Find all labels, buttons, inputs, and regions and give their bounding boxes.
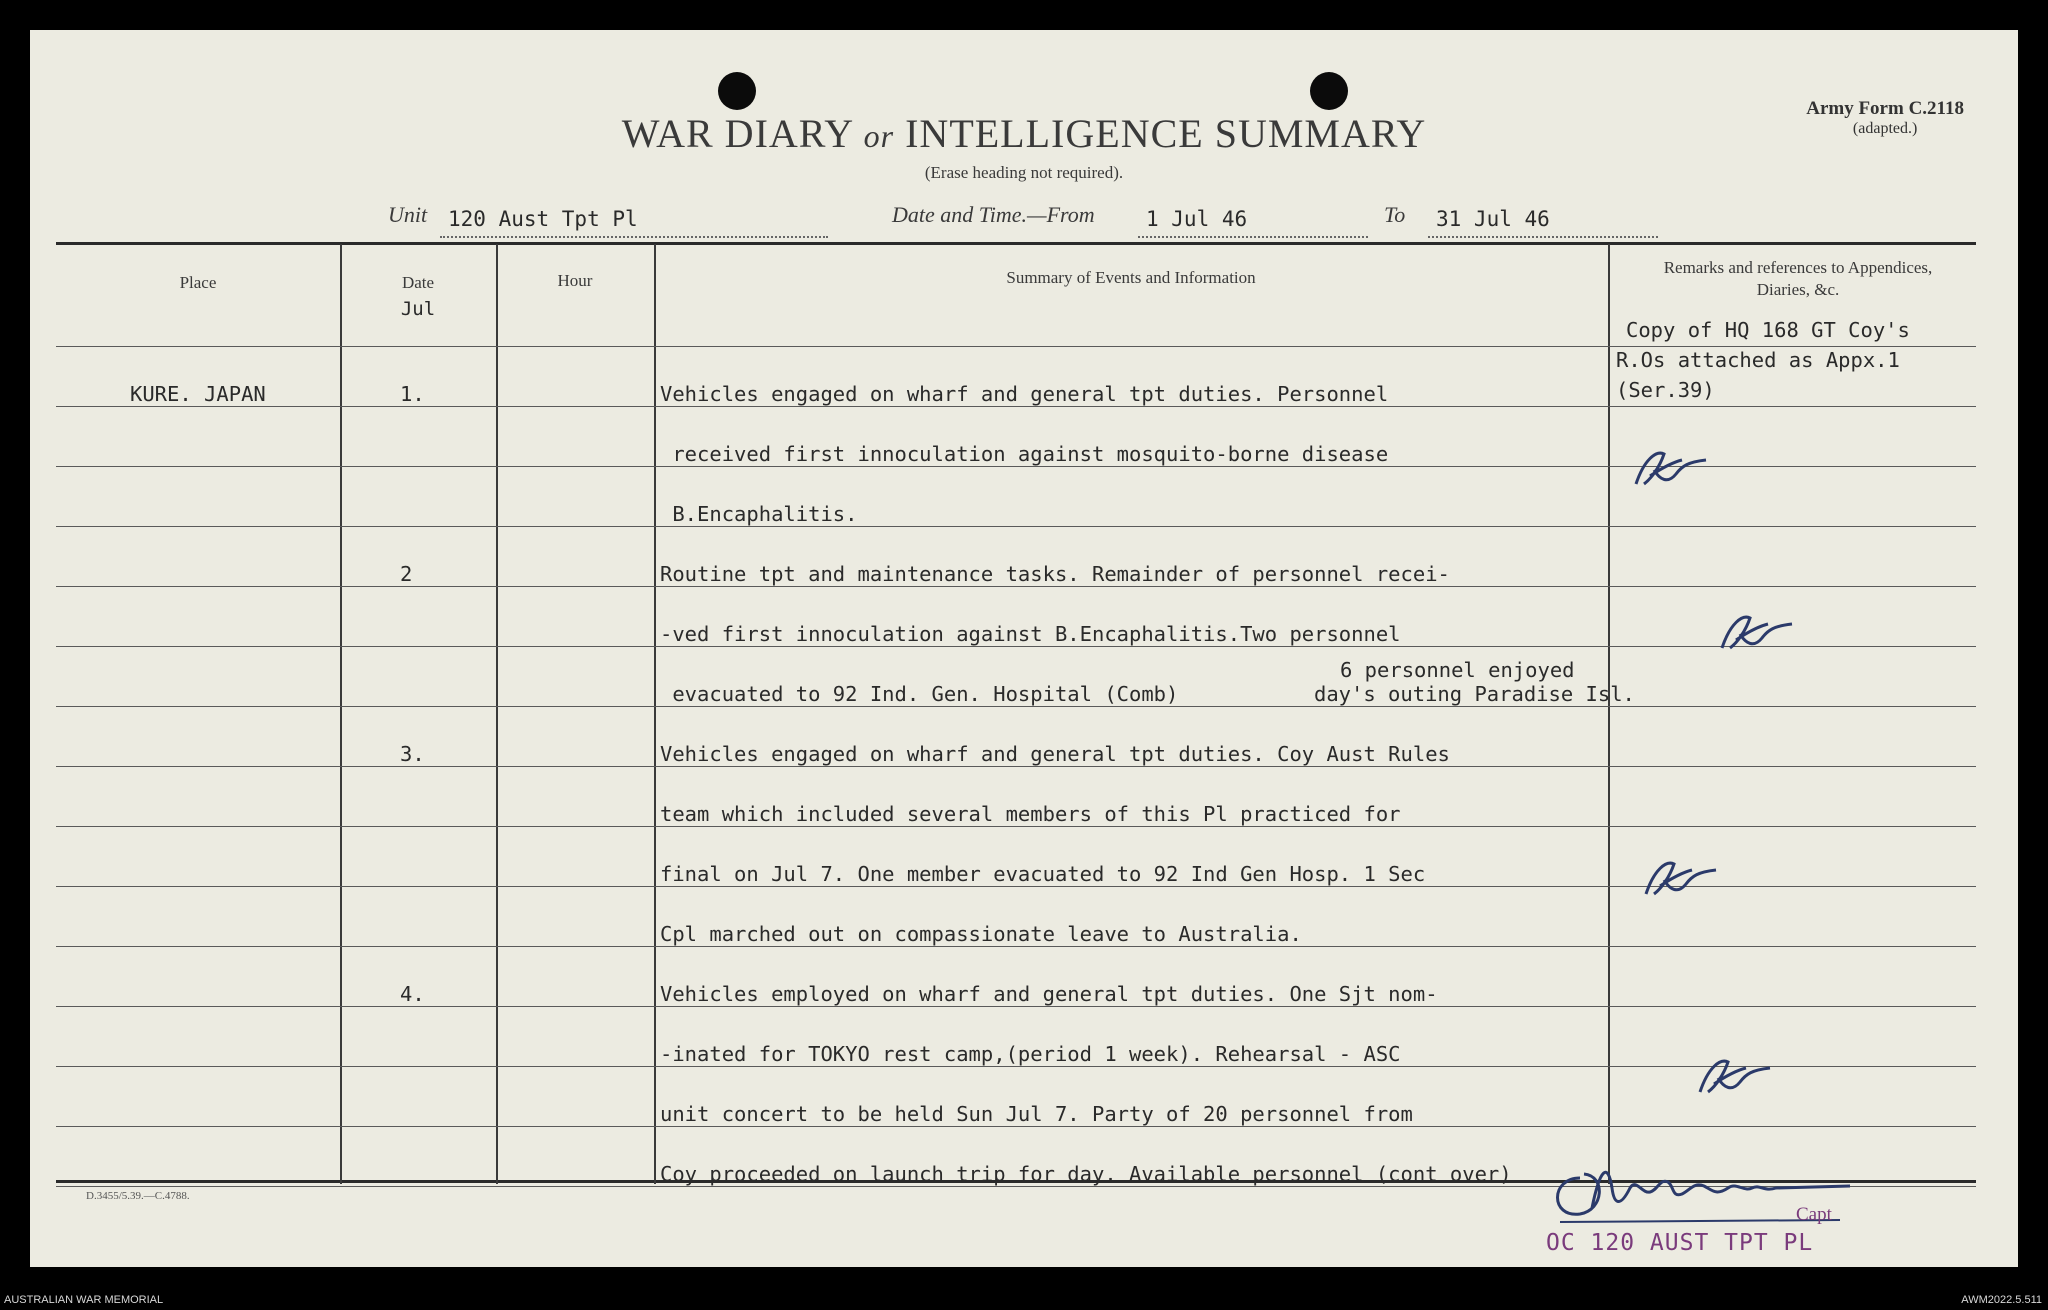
remark-line-1: Copy of HQ 168 GT Coy's — [1626, 318, 1910, 342]
date-to-field: 31 Jul 46 — [1428, 206, 1658, 238]
entry-text-line: Cpl marched out on compassionate leave to Australia. — [660, 922, 1302, 946]
oc-stamp: OC 120 AUST TPT PL — [1546, 1230, 1814, 1256]
punch-hole-right — [1310, 72, 1348, 110]
handwritten-initials — [1716, 604, 1796, 660]
footer-source: AUSTRALIAN WAR MEMORIAL — [4, 1294, 164, 1306]
ruled-line — [56, 526, 1976, 527]
entry-text-line: Coy proceeded on launch trip for day. Available personnel (cont over) — [660, 1162, 1512, 1186]
form-title: WAR DIARY or INTELLIGENCE SUMMARY — [621, 111, 1427, 156]
ruled-line — [56, 946, 1976, 947]
entry-date: 4. — [400, 982, 425, 1006]
ruled-line — [56, 586, 1976, 587]
column-header-month: Jul — [400, 298, 436, 320]
entry-date: 1. — [400, 382, 425, 406]
entry-text-line: -ved first innoculation against B.Encaphalitis.Two personnel — [660, 622, 1401, 646]
form-subtitle: (Erase heading not required). — [924, 163, 1124, 182]
entry-text-line: B.Encaphalitis. — [660, 502, 858, 526]
army-form-number: Army Form C.2118 (adapted.) — [1806, 98, 1964, 137]
entry-text-line: -inated for TOKYO rest camp,(period 1 week). Rehearsal - ASC — [660, 1042, 1401, 1066]
entry-text-line: unit concert to be held Sun Jul 7. Party of 20 personnel from — [660, 1102, 1413, 1126]
footer-accession: AWM2022.5.511 — [1961, 1294, 2042, 1306]
ruled-line — [56, 646, 1976, 647]
column-header-hour: Hour — [557, 271, 593, 290]
print-code: D.3455/5.39.—C.4788. — [86, 1190, 190, 1202]
ruled-line — [56, 346, 1976, 347]
date-to-label: To — [1384, 202, 1406, 227]
entry-text-line: Vehicles engaged on wharf and general tpt duties. Coy Aust Rules — [660, 742, 1450, 766]
entry-text-line: evacuated to 92 Ind. Gen. Hospital (Comb) — [660, 682, 1179, 706]
entry-text-line: received first innoculation against mosquito-borne disease — [660, 442, 1389, 466]
column-header-date: Date — [401, 273, 435, 292]
entry-place: KURE. JAPAN — [130, 382, 266, 406]
diary-page — [30, 30, 2018, 1267]
entry-text-line: team which included several members of this Pl practiced for — [660, 802, 1401, 826]
entry-date: 3. — [400, 742, 425, 766]
unit-field: 120 Aust Tpt Pl — [440, 206, 828, 238]
table-top-rule — [56, 242, 1976, 245]
date-from-field: 1 Jul 46 — [1138, 206, 1368, 238]
column-header-place: Place — [179, 273, 217, 292]
date-from-label: Date and Time.—From — [892, 202, 1095, 227]
punch-hole-left — [718, 72, 756, 110]
entry-text-line: final on Jul 7. One member evacuated to 92 Ind Gen Hosp. 1 Sec — [660, 862, 1426, 886]
entry-insert-line: day's outing Paradise Isl. — [1314, 682, 1635, 706]
column-divider — [654, 244, 656, 1184]
column-divider — [1608, 244, 1610, 1184]
column-header-summary: Summary of Events and Information — [1006, 268, 1256, 287]
entry-date: 2 — [400, 562, 413, 586]
entry-text-line: Vehicles engaged on wharf and general tpt duties. Personnel — [660, 382, 1389, 406]
handwritten-initials — [1694, 1048, 1774, 1104]
ruled-line — [56, 1066, 1976, 1067]
ruled-line — [56, 826, 1976, 827]
unit-label: Unit — [388, 202, 428, 227]
entry-text-line: Vehicles employed on wharf and general tpt duties. One Sjt nom- — [660, 982, 1438, 1006]
remark-line-2: R.Os attached as Appx.1 — [1616, 348, 1900, 372]
handwritten-initials — [1640, 850, 1720, 906]
ruled-line — [56, 1006, 1976, 1007]
ruled-line — [56, 706, 1976, 707]
remark-line-3: (Ser.39) — [1616, 378, 1715, 402]
ruled-line — [56, 766, 1976, 767]
column-divider — [340, 244, 342, 1184]
entry-insert-line: 6 personnel enjoyed — [1340, 658, 1575, 682]
ruled-line — [56, 1126, 1976, 1127]
ruled-line — [56, 406, 1976, 407]
column-header-remarks: Remarks and references to Appendices, Diaries, &c. — [1663, 258, 1933, 299]
handwritten-initials — [1630, 440, 1710, 496]
entry-text-line: Routine tpt and maintenance tasks. Remainder of personnel recei- — [660, 562, 1450, 586]
column-divider — [496, 244, 498, 1184]
signature-rank: Capt — [1796, 1204, 1832, 1225]
